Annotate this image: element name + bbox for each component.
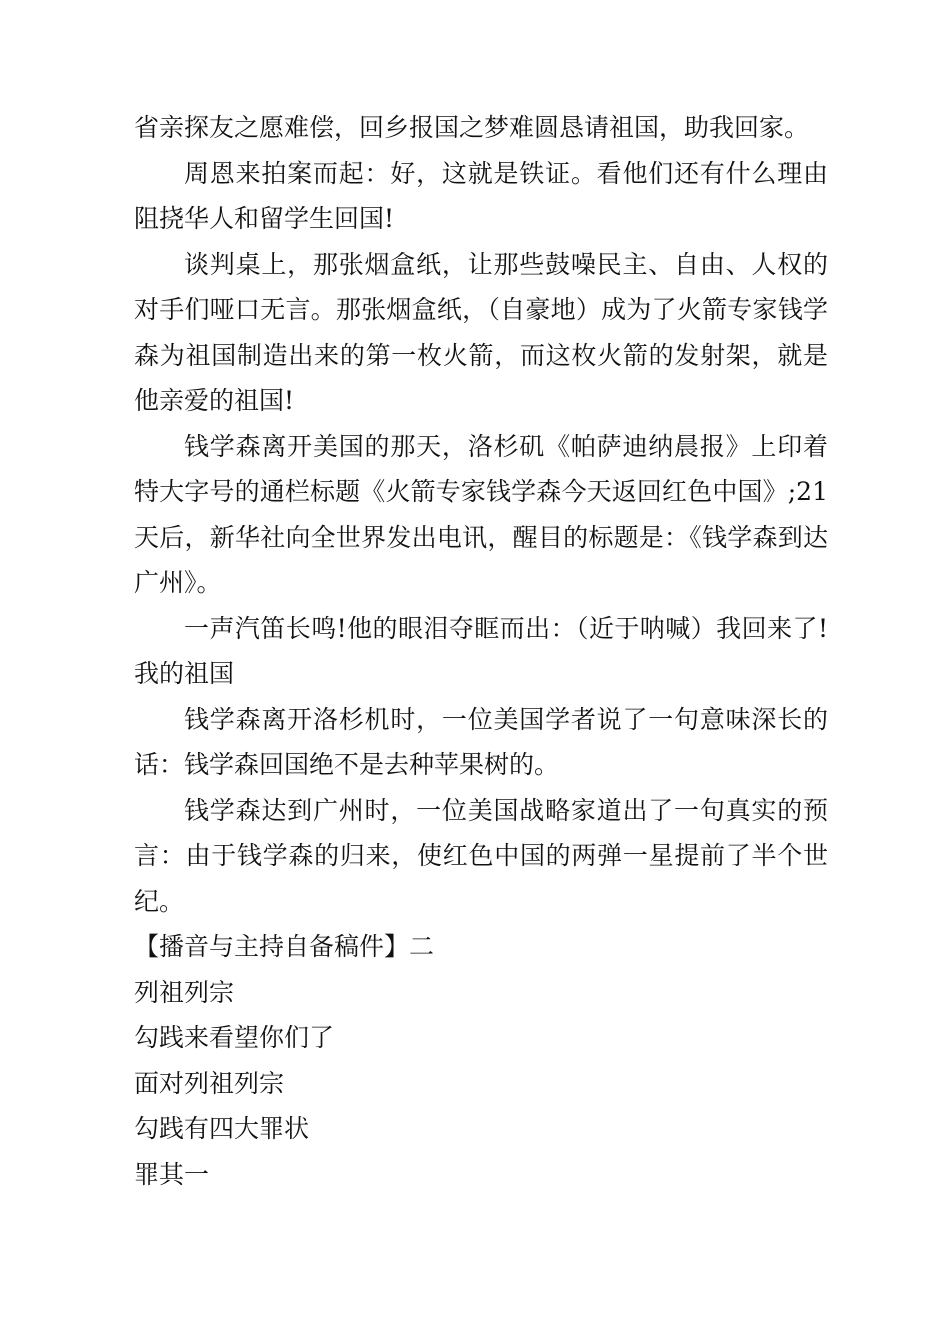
verse-line: 勾践有四大罪状 xyxy=(134,1114,310,1143)
paragraph-continuation: 省亲探友之愿难偿，回乡报国之梦难圆恳请祖国，助我回家。 xyxy=(134,113,810,142)
verse-line: 勾践来看望你们了 xyxy=(134,1023,335,1052)
section-heading: 【播音与主持自备稿件】二 xyxy=(134,932,435,961)
paragraph: 钱学森达到广州时，一位美国战略家道出了一句真实的预言：由于钱学森的归来，使红色中国的两弹一星提前了半个世纪。 xyxy=(134,795,828,916)
paragraph: 钱学森离开洛杉机时，一位美国学者说了一句意味深长的话：钱学森回国绝不是去种苹果树的。 xyxy=(134,704,828,779)
verse-line: 罪其一 xyxy=(134,1159,210,1189)
verse-line: 列祖列宗 xyxy=(134,977,235,1007)
paragraph: 谈判桌上，那张烟盒纸，让那些鼓噪民主、自由、人权的对手们哑口无言。那张烟盒纸，（自豪地）成为了火箭专家钱学森为祖国制造出来的第一枚火箭，而这枚火箭的发射架，就是他亲爱的祖国! xyxy=(134,249,828,415)
paragraph: 钱学森离开美国的那天，洛杉矶《帕萨迪纳晨报》上印着特大字号的通栏标题《火箭专家钱学森今天返回红色中国》;21天后，新华社向全世界发出电讯，醒目的标题是：《钱学森到达广州》。 xyxy=(134,431,828,597)
paragraph: 一声汽笛长鸣!他的眼泪夺眶而出：（近于呐喊）我回来了!我的祖国 xyxy=(134,613,828,688)
verse-line: 面对列祖列宗 xyxy=(134,1068,285,1098)
document-body xyxy=(134,105,828,1197)
paragraph: 周恩来拍案而起：好，这就是铁证。看他们还有什么理由阻挠华人和留学生回国! xyxy=(134,158,828,233)
